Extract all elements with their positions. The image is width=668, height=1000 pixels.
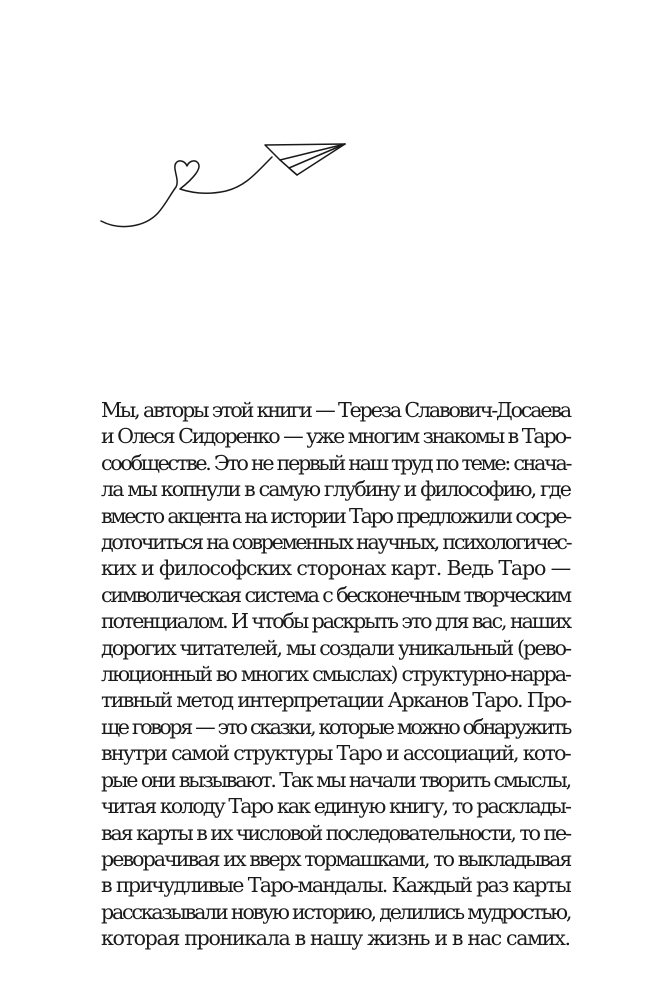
paper-plane-heart-illustration <box>100 135 355 235</box>
paragraph-line: рые они вызывают. Так мы начали творить смыслы, <box>101 767 570 792</box>
paragraph-line: вместо акцента на истории Таро предложили сосре- <box>101 503 570 528</box>
paragraph-line: люционный во многих смыслах) структурно-нарра- <box>101 662 570 687</box>
paragraph-line: ще говоря — это сказки, которые можно обнаружить <box>101 714 570 739</box>
paragraph-line: вая карты в их числовой последовательности, то пе- <box>101 820 570 845</box>
paragraph-line: в причудливые Таро-мандалы. Каждый раз карты <box>101 873 570 898</box>
paragraph-line: ла мы копнули в самую глубину и философию, где <box>101 477 571 502</box>
paragraph-line: сообществе. Это не первый наш труд по теме: снача- <box>101 450 571 475</box>
paragraph-line: и Олеся Сидоренко — уже многим знакомы в Таро- <box>101 424 570 449</box>
paragraph-line: тивный метод интерпретации Арканов Таро. Про- <box>101 688 571 713</box>
paragraph-line: ких и философских сторонах карт. Ведь Таро — <box>101 556 570 581</box>
main-paragraph <box>101 397 570 952</box>
paper-plane-icon <box>100 135 355 235</box>
paragraph-line: внутри самой структуры Таро и ассоциаций, кото- <box>101 741 570 766</box>
paragraph-line: реворачивая их вверх тормашками, то выкладывая <box>101 846 571 871</box>
paragraph-line: Мы, авторы этой книги — Тереза Славович-Досаева <box>101 398 570 422</box>
paragraph-line: дорогих читателей, мы создали уникальный (рево- <box>101 635 571 660</box>
paragraph-line: которая проникала в нашу жизнь и в нас самих. <box>101 926 570 951</box>
paragraph-line: доточиться на современных научных, психологичес- <box>101 530 571 555</box>
paragraph-line: символическая система с бесконечным творческим <box>101 582 570 607</box>
paragraph-line: потенциалом. И чтобы раскрыть это для вас, наших <box>101 609 570 634</box>
paragraph-line: рассказывали новую историю, делились мудростью, <box>101 899 571 924</box>
paragraph-line: читая колоду Таро как единую книгу, то расклады- <box>101 794 570 819</box>
